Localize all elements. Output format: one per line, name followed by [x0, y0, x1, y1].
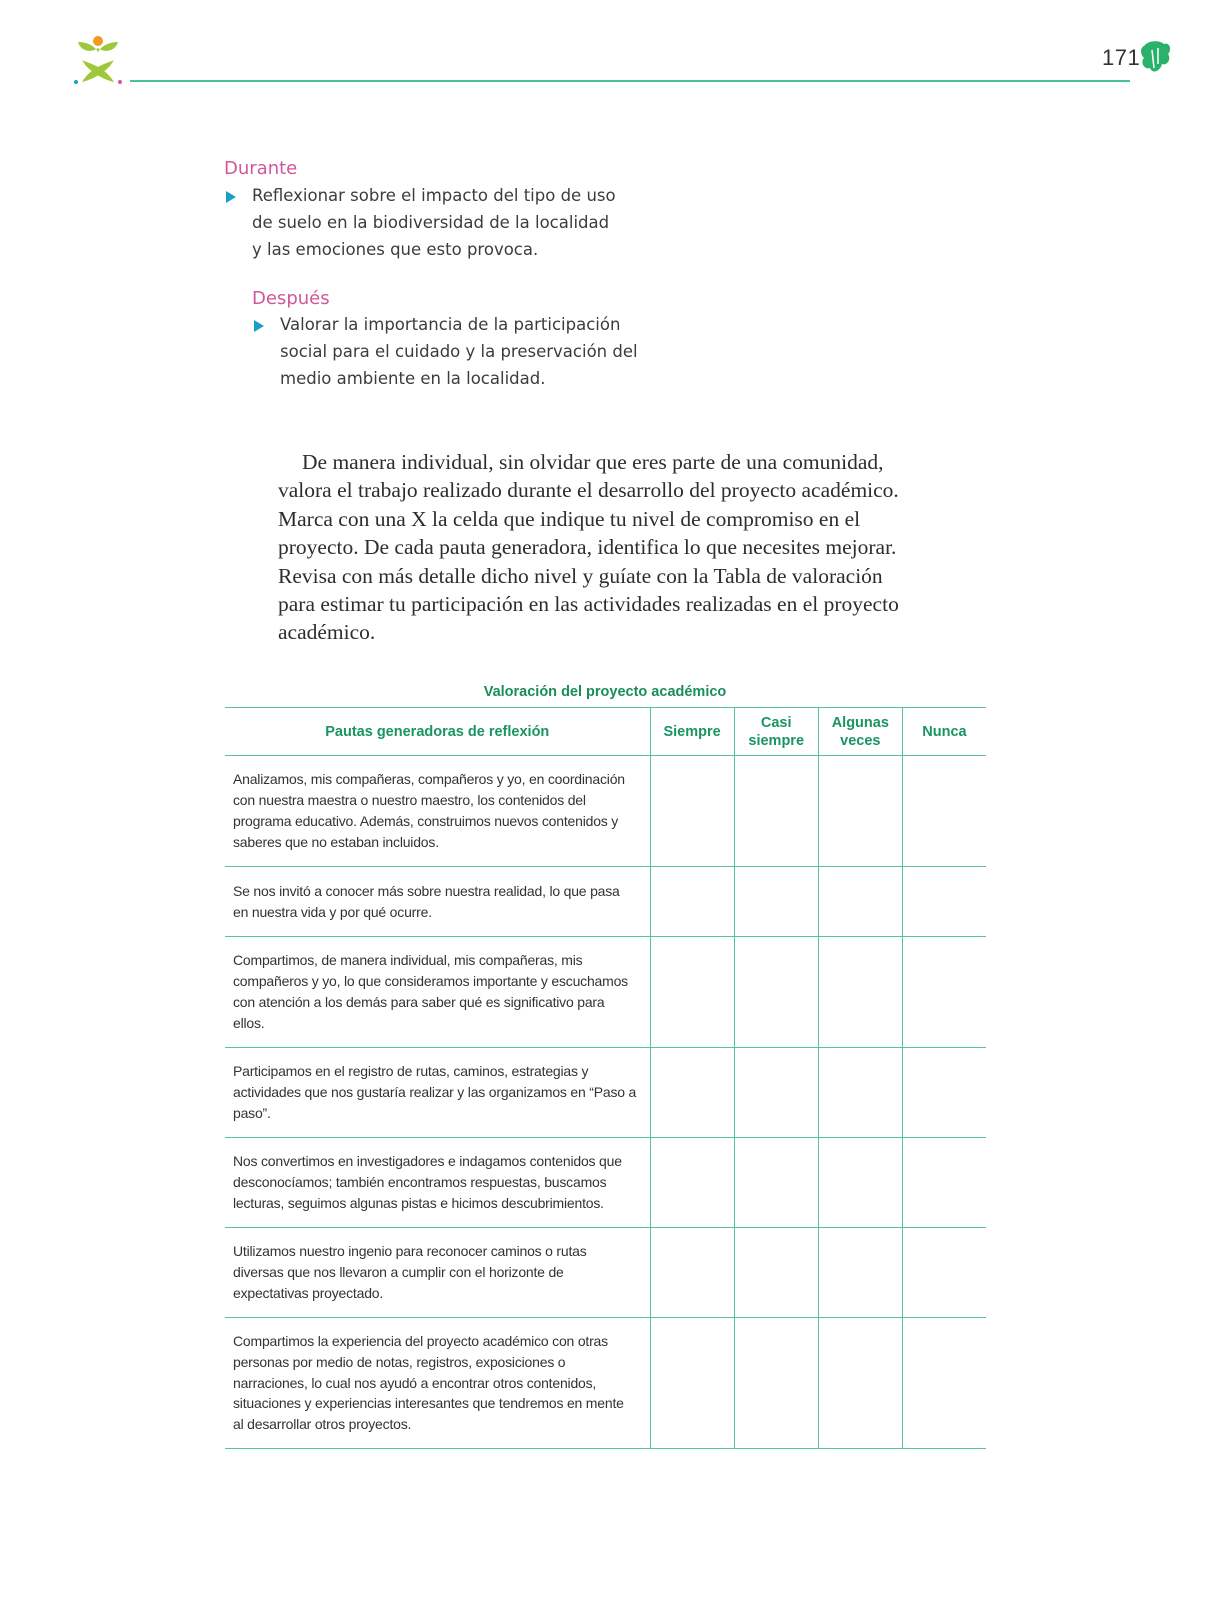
algunas-veces-cell[interactable] — [818, 1138, 902, 1228]
nunca-cell[interactable] — [902, 1318, 986, 1449]
algunas-veces-cell[interactable] — [818, 1318, 902, 1449]
durante-item: Reflexionar sobre el impacto del tipo de uso de suelo en la biodiversidad de la localidad y las emociones que esto provoca. — [252, 186, 616, 259]
nunca-cell[interactable] — [902, 756, 986, 867]
siempre-cell[interactable] — [650, 1318, 734, 1449]
siempre-cell[interactable] — [650, 756, 734, 867]
siempre-cell[interactable] — [650, 1228, 734, 1318]
siempre-cell[interactable] — [650, 1138, 734, 1228]
pauta-text: Compartimos, de manera individual, mis compañeras, mis compañeros y yo, lo que consideramos importante y escuchamos con atención a los demás para saber qué es significativo para ellos. — [225, 937, 650, 1048]
table-row — [225, 1228, 986, 1318]
casi-siempre-cell[interactable] — [734, 937, 818, 1048]
leaf-corner-icon — [1140, 40, 1172, 76]
durante-heading: Durante — [224, 158, 298, 179]
column-header-siempre: Siempre — [650, 708, 734, 756]
pauta-text: Utilizamos nuestro ingenio para reconocer caminos o rutas diversas que nos llevaron a cumplir con el horizonte de expectativas proyectado. — [225, 1228, 650, 1318]
pauta-text: Analizamos, mis compañeras, compañeros y yo, en coordinación con nuestra maestra o nuestro maestro, los contenidos del programa educativo. Además, construimos nuevos contenidos y saberes que no estaban incluidos. — [225, 756, 650, 867]
casi-siempre-cell[interactable] — [734, 1048, 818, 1138]
table-row — [225, 756, 986, 867]
casi-siempre-cell[interactable] — [734, 1228, 818, 1318]
casi-siempre-cell[interactable] — [734, 1138, 818, 1228]
algunas-veces-cell[interactable] — [818, 756, 902, 867]
algunas-veces-cell[interactable] — [818, 1228, 902, 1318]
column-header-pautas: Pautas generadoras de reflexión — [225, 708, 650, 756]
nunca-cell[interactable] — [902, 867, 986, 937]
nunca-cell[interactable] — [902, 1138, 986, 1228]
header-rule — [130, 80, 1130, 82]
siempre-cell[interactable] — [650, 867, 734, 937]
nunca-cell[interactable] — [902, 937, 986, 1048]
bullet-triangle-icon — [254, 320, 264, 332]
pauta-text: Nos convertimos en investigadores e indagamos contenidos que desconocíamos; también encontramos respuestas, buscamos lecturas, seguimos algunas pistas e hicimos descubrimientos. — [225, 1138, 650, 1228]
table-title: Valoración del proyecto académico — [483, 684, 727, 700]
page-number: 171 — [1102, 45, 1141, 70]
table-row — [225, 1138, 986, 1228]
nunca-cell[interactable] — [902, 1048, 986, 1138]
pauta-text: Compartimos la experiencia del proyecto académico con otras personas por medio de notas, registros, exposiciones o narraciones, lo cual nos ayudó a encontrar otros contenidos, situaciones y experiencias interesantes que tendremos en mente al desarrollar otros proyectos. — [225, 1318, 650, 1449]
figure-logo-icon — [70, 32, 130, 88]
despues-heading: Después — [252, 288, 330, 309]
column-header-nunca: Nunca — [902, 708, 986, 756]
algunas-veces-cell[interactable] — [818, 937, 902, 1048]
table-row — [225, 1318, 986, 1449]
algunas-veces-cell[interactable] — [818, 1048, 902, 1138]
table-header-row — [225, 708, 986, 756]
siempre-cell[interactable] — [650, 937, 734, 1048]
column-header-algunas-veces: Algunas veces — [818, 708, 902, 756]
casi-siempre-cell[interactable] — [734, 756, 818, 867]
table-row — [225, 1048, 986, 1138]
nunca-cell[interactable] — [902, 1228, 986, 1318]
siempre-cell[interactable] — [650, 1048, 734, 1138]
algunas-veces-cell[interactable] — [818, 867, 902, 937]
table-row — [225, 937, 986, 1048]
table-row — [225, 867, 986, 937]
column-header-casi-siempre: Casi siempre — [734, 708, 818, 756]
instructions-paragraph: De manera individual, sin olvidar que eres parte de una comunidad, valora el trabajo realizado durante el desarrollo del proyecto académico. Marca con una X la celda que indique tu nivel de compromiso en el proyecto. De cada pauta generadora, identifica lo que necesites mejorar. Revisa con más detalle dicho nivel y guíate con la Tabla de valoración para estimar tu participación en las actividades realizadas en el proyecto académico. — [278, 450, 899, 645]
casi-siempre-cell[interactable] — [734, 1318, 818, 1449]
despues-item: Valorar la importancia de la participación social para el cuidado y la preservación del medio ambiente en la localidad. — [280, 315, 638, 388]
pauta-text: Participamos en el registro de rutas, caminos, estrategias y actividades que nos gustaría realizar y las organizamos en “Paso a paso”. — [225, 1048, 650, 1138]
bullet-triangle-icon — [226, 191, 236, 203]
evaluation-table — [225, 707, 986, 1449]
casi-siempre-cell[interactable] — [734, 867, 818, 937]
pauta-text: Se nos invitó a conocer más sobre nuestra realidad, lo que pasa en nuestra vida y por qué ocurre. — [225, 867, 650, 937]
